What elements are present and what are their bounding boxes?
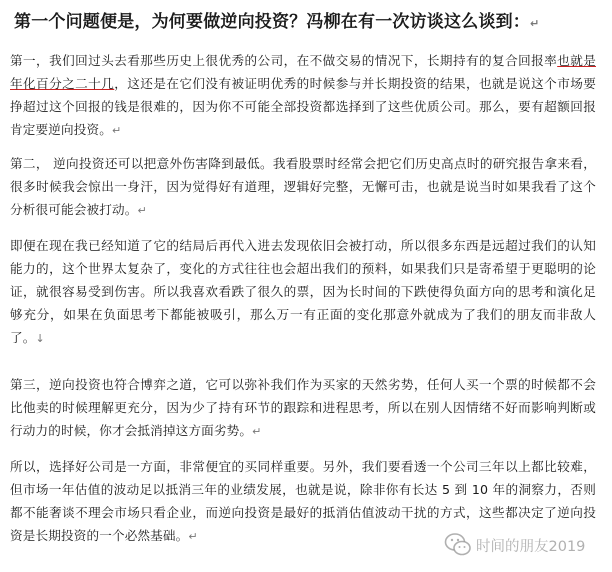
paragraph-3-text: 即便在现在我已经知道了它的结局后再代入进去发现依旧会被打动，所以很多东西是远超过我们的认知能力的，这个世界太复杂了，变化的方式往往也会超出我们的预料，如果我们只是寄希望于更聪明的论证，就很容易受到伤害。所以我喜欢看跌了很久的票，因为长时间的下跌使得负面方向的思考和演化足够充分，如果在负面思考下都能被吸引，那么万一有正面的变化那意外就成为了我们的朋友而非敌人了。: [10, 238, 596, 345]
paragraph-5-text: 所以，选择好公司是一方面，非常便宜的买同样重要。另外，我们要看透一个公司三年以上都比较难，但市场一年估值的波动足以抵消三年的业绩发展，也就是说，除非你有长达 5 到 10 年的洞察力，否则都不能奢谈不理会市场只看企业，而逆向投资是最好的抵消估值波动干扰的方式，这些都决定了逆向投资是长期投资的一个必然基础。: [10, 459, 596, 543]
paragraph-4-text: 第三，逆向投资也符合博弈之道，它可以弥补我们作为买家的天然劣势，任何人买一个票的时候都不会比他卖的时候理解更充分，因为少了持有环节的跟踪和进程思考，所以在别人因情绪不好而影响判断或行动力的时候，你才会抵消掉这方面劣势。: [10, 377, 596, 438]
watermark: [444, 530, 585, 560]
paragraph-2: [10, 152, 596, 222]
paragraph-mark: ↵: [137, 204, 147, 217]
paragraph-mark: ↵: [252, 425, 262, 438]
document-heading: [14, 10, 604, 36]
paragraph-4: [10, 373, 596, 443]
list-mark: ↓: [35, 332, 45, 345]
paragraph-1-text-cont: ，这还是在它们没有被证明优秀的时候参与并长期投资的结果，也就是说这个市场要挣超过这个回报的钱是很难的，因为你不可能全部投资都选择到了这些优质公司。那么，要有超额回报肯定要逆向投资。: [10, 76, 596, 137]
paragraph-mark: ↵: [111, 124, 122, 137]
paragraph-2-text: 第二， 逆向投资还可以把意外伤害降到最低。我看股票时经常会把它们历史高点时的研究报告拿来看，很多时候我会惊出一身汗，因为觉得好有道理，逻辑好完整，无懈可击，也就是说当时如果我看了这个分析很可能会被打动。: [10, 156, 596, 217]
heading-text: 第一个问题便是，为何要做逆向投资？冯柳在有一次访谈这么谈到：: [14, 12, 530, 32]
underlined-phrase: 也就是年化百分之二十几: [10, 53, 596, 91]
paragraph-1-text: 第一，我们回过头去看那些历史上很优秀的公司，在不做交易的情况下，长期持有的复合回报率: [10, 53, 558, 68]
paragraph-mark: ↵: [188, 530, 198, 543]
paragraph-1: [10, 49, 596, 142]
paragraph-3: [10, 234, 596, 350]
wechat-icon: [444, 532, 472, 558]
paragraph-mark: ↵: [530, 17, 540, 30]
watermark-text: 时间的朋友2019: [476, 538, 586, 555]
